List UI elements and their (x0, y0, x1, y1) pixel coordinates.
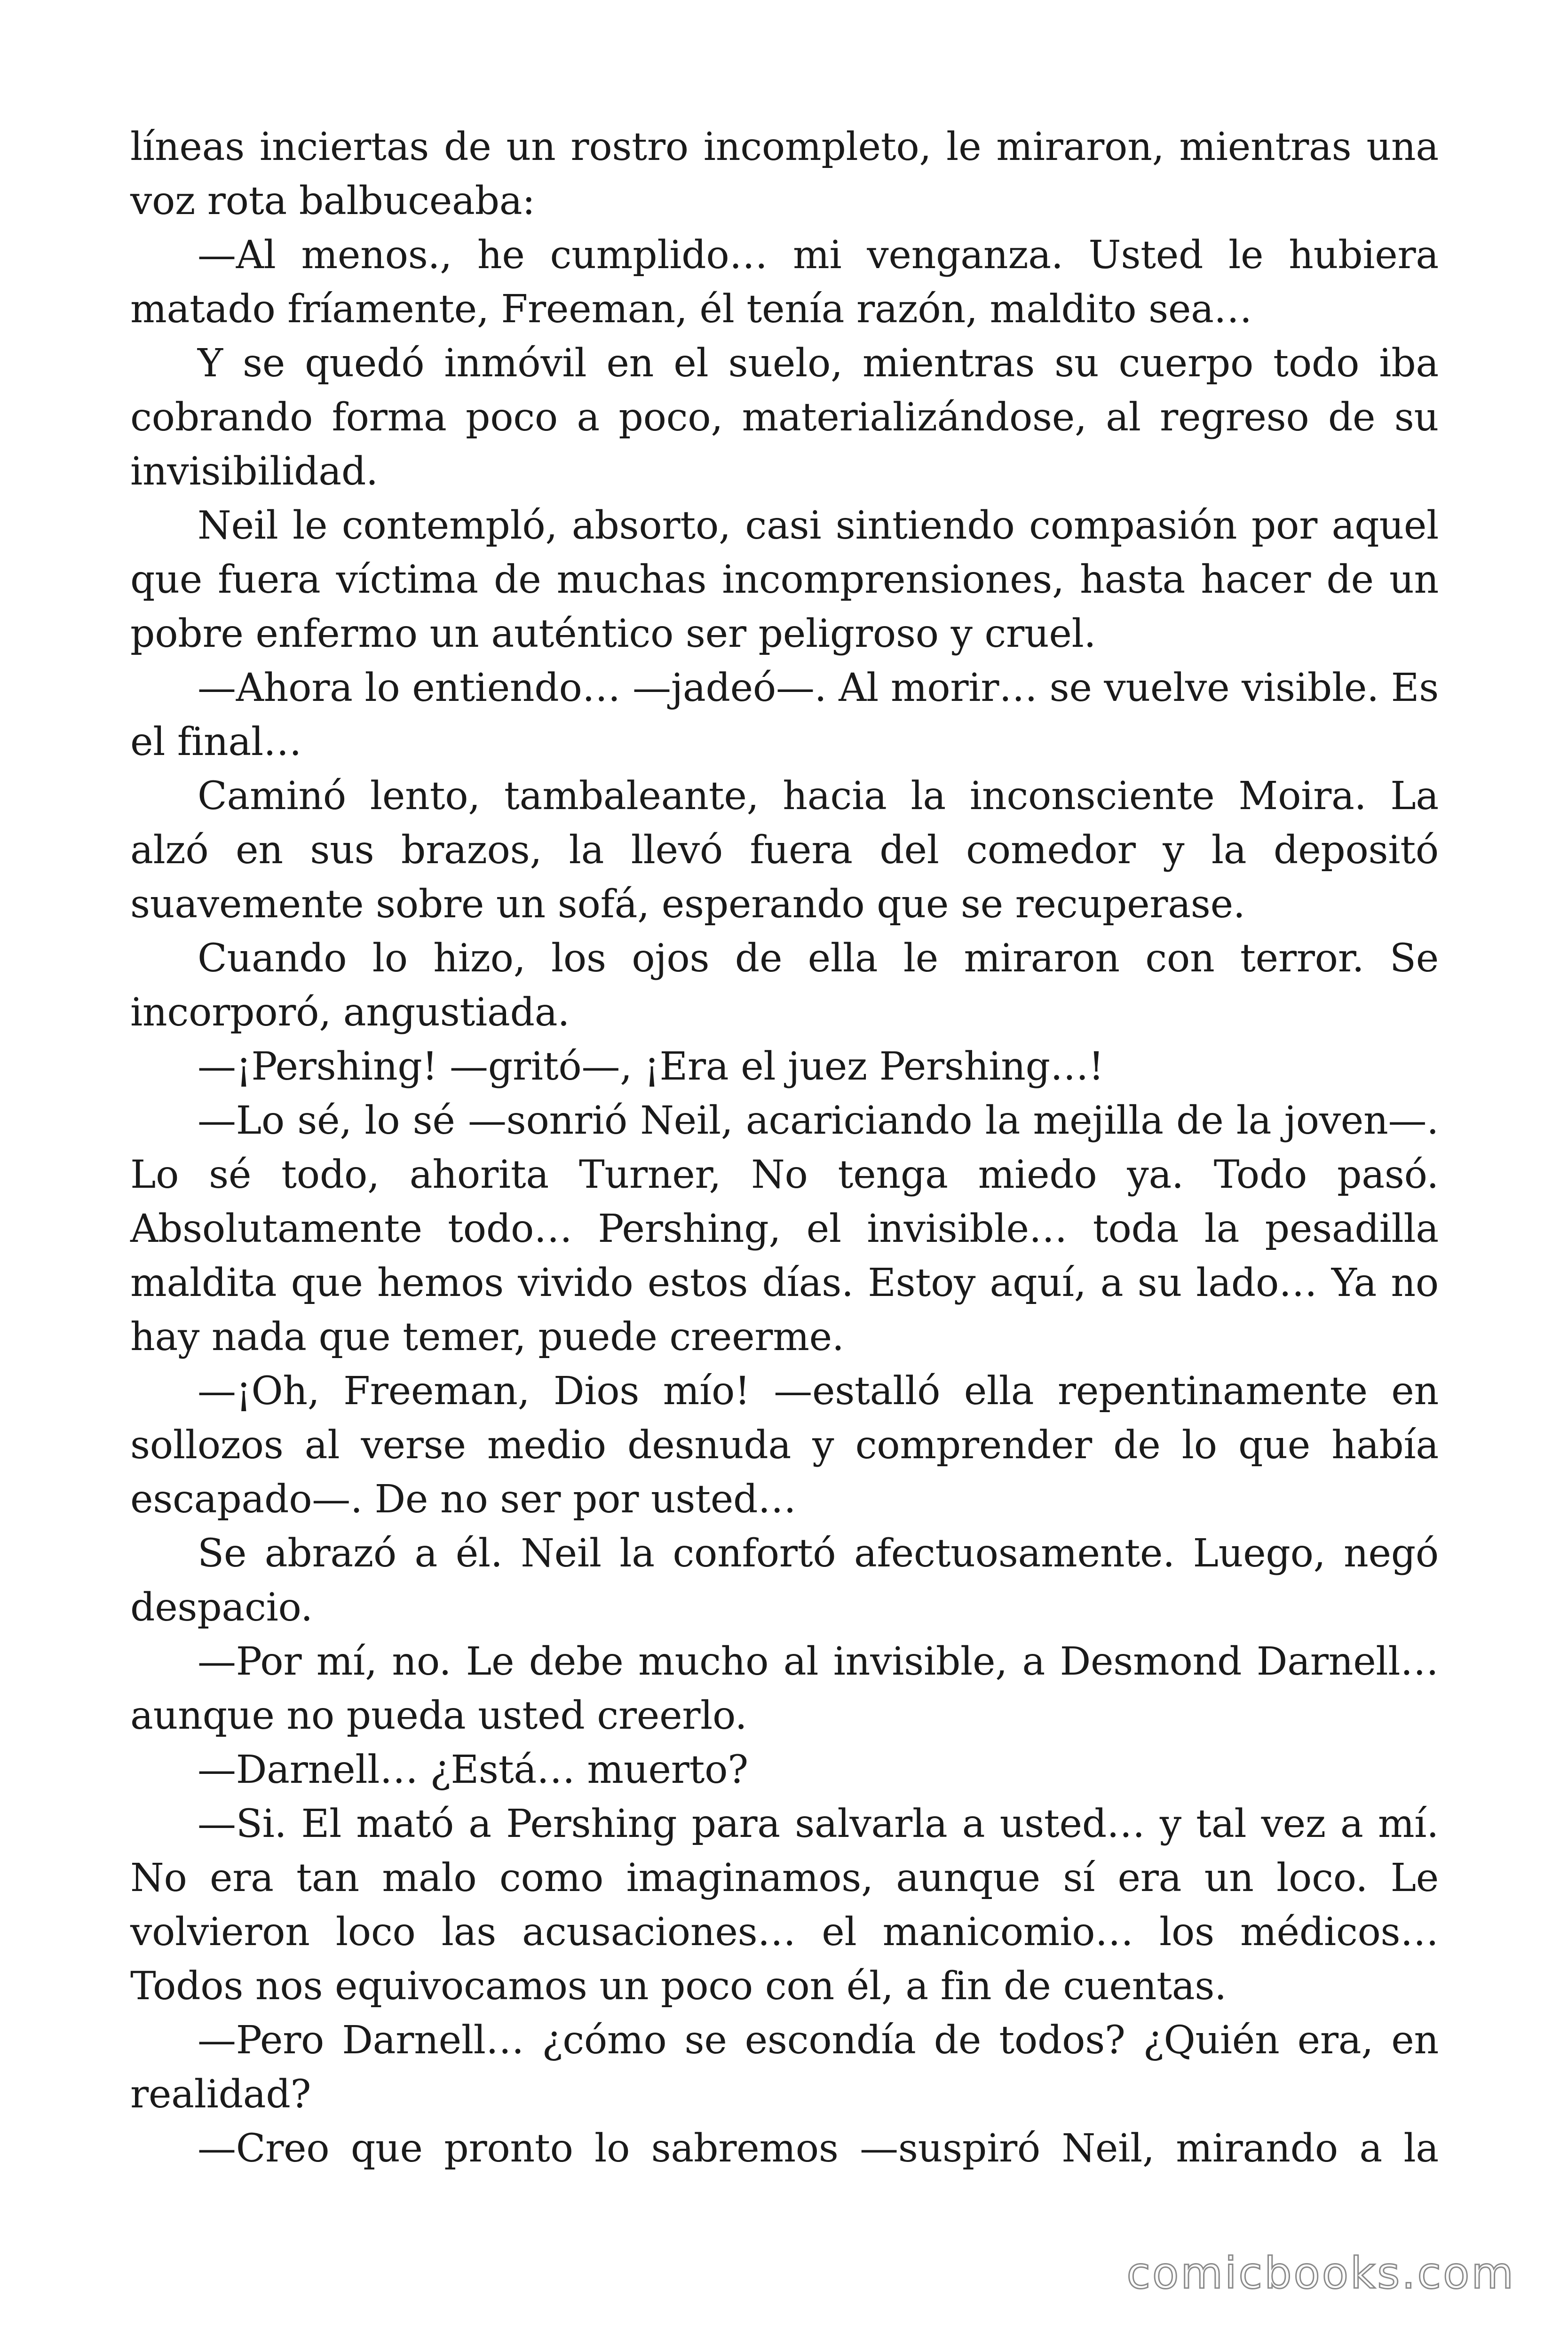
paragraph-final: —Creo que pronto lo sabremos —suspiró Neil, mirando a la (198, 2126, 1439, 2171)
paragraph: —Si. El mató a Pershing para salvarla a usted… y tal vez a mí. No era tan malo como imaginamos, aunque sí era un loco. Le volvieron loco las acusaciones… el manicomio… los médicos… Todos nos equivocamos un poco con él, a fin de cuentas. (130, 1802, 1439, 2009)
paragraph: líneas inciertas de un rostro incompleto, le miraron, mientras una voz rota balbuceaba: (130, 125, 1439, 223)
paragraph: Caminó lento, tambaleante, hacia la inconsciente Moira. La alzó en sus brazos, la llevó fuera del comedor y la depositó suavemente sobre un sofá, esperando que se recuperase. (130, 774, 1439, 927)
paragraph: Y se quedó inmóvil en el suelo, mientras su cuerpo todo iba cobrando forma poco a poco, materializándose, al regreso de su invisibilidad. (130, 341, 1439, 494)
page-body (130, 120, 1439, 2176)
paragraph: —Por mí, no. Le debe mucho al invisible, a Desmond Darnell… aunque no pueda usted creerlo. (130, 1639, 1439, 1738)
paragraph: Cuando lo hizo, los ojos de ella le miraron con terror. Se incorporó, angustiada. (130, 936, 1439, 1035)
watermark: comicbooks.com (1126, 2248, 1515, 2298)
paragraph: —¡Pershing! —gritó—, ¡Era el juez Pershing…! (198, 1044, 1104, 1089)
paragraph: Se abrazó a él. Neil la confortó afectuosamente. Luego, negó despacio. (130, 1531, 1439, 1630)
paragraph: —Pero Darnell… ¿cómo se escondía de todos? ¿Quién era, en realidad? (130, 2018, 1439, 2117)
paragraph: —¡Oh, Freeman, Dios mío! —estalló ella repentinamente en sollozos al verse medio desnuda y comprender de lo que había escapado—. De no ser por usted… (130, 1369, 1439, 1522)
paragraph: —Lo sé, lo sé —sonrió Neil, acariciando la mejilla de la joven—. Lo sé todo, ahorita Turner, No tenga miedo ya. Todo pasó. Absolutamente todo… Pershing, el invisible… toda la pesadilla maldita que hemos vivido estos días. Estoy aquí, a su lado… Ya no hay nada que temer, puede creerme. (130, 1098, 1439, 1359)
paragraph: Neil le contempló, absorto, casi sintiendo compasión por aquel que fuera víctima de muchas incomprensiones, hasta hacer de un pobre enfermo un auténtico ser peligroso y cruel. (130, 503, 1439, 656)
paragraph: —Al menos., he cumplido… mi venganza. Usted le hubiera matado fríamente, Freeman, él tenía razón, maldito sea… (130, 233, 1439, 332)
paragraph: —Darnell… ¿Está… muerto? (198, 1748, 748, 1792)
paragraph: —Ahora lo entiendo… —jadeó—. Al morir… se vuelve visible. Es el final… (130, 666, 1439, 764)
